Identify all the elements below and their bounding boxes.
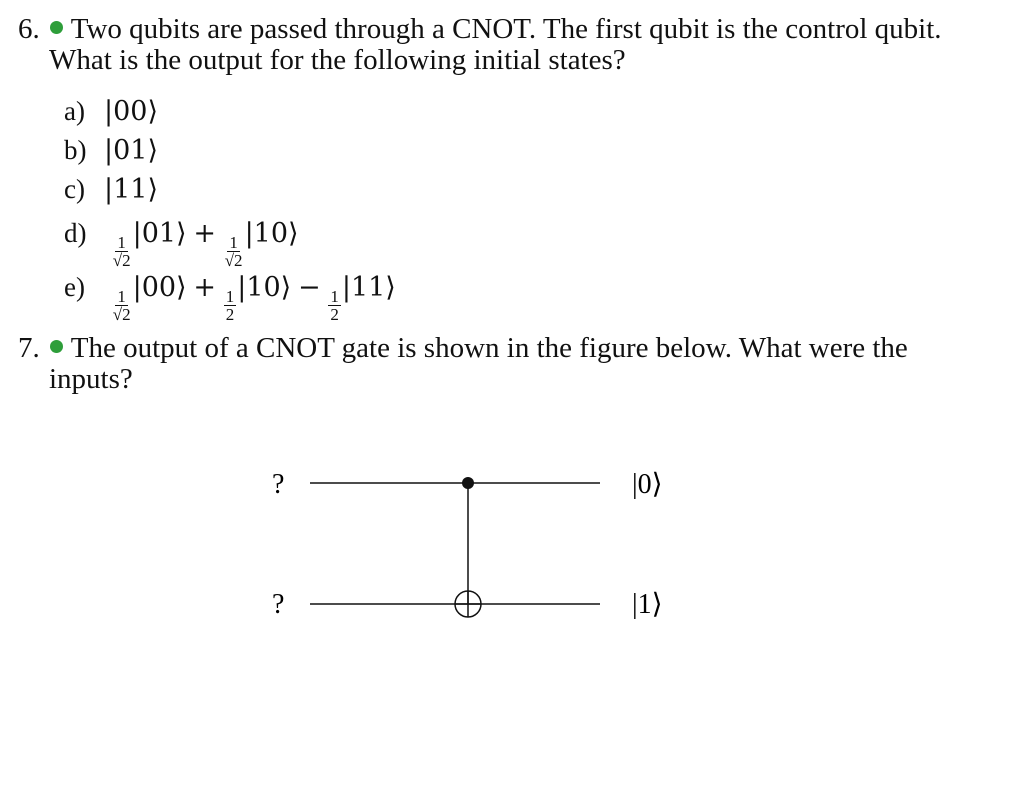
target-input-label: ? [272, 589, 285, 620]
option-ket: |00⟩ [132, 272, 187, 303]
fraction: $\frac{1}{√2}$ [112, 232, 131, 270]
difficulty-bullet-icon [50, 21, 63, 34]
option-ket: |11⟩ [104, 174, 158, 205]
option-ket: |10⟩ [244, 218, 299, 249]
option-ket: |00⟩ [104, 96, 158, 127]
option-ket: |11⟩ [341, 272, 396, 303]
xor-target-icon [455, 591, 481, 617]
fraction: $\frac{1}{2}$ [225, 286, 235, 324]
option-d [64, 218, 299, 269]
target-output-label: |1⟩ [632, 589, 663, 620]
operator: − [297, 272, 321, 303]
option-a [64, 96, 158, 127]
control-output-label: |0⟩ [632, 469, 663, 500]
option-ket: |10⟩ [237, 272, 292, 303]
option-ket: |01⟩ [104, 135, 158, 166]
cnot-circuit-diagram [260, 455, 700, 635]
option-label: e) [64, 272, 85, 302]
problem-7-line-1 [18, 333, 998, 364]
operator: + [193, 272, 216, 303]
control-input-label: ? [272, 469, 285, 500]
option-e [64, 272, 396, 323]
problem-6-line-1 [18, 14, 998, 45]
problem-6-text-1: Two qubits are passed through a CNOT. The first qubit is the control qubit. [70, 13, 942, 45]
option-label: d) [64, 218, 87, 248]
option-b [64, 135, 158, 166]
fraction: $\frac{1}{2}$ [330, 286, 339, 324]
problem-6 [18, 14, 998, 76]
option-label: c) [64, 174, 85, 204]
fraction: $\frac{1}{√2}$ [224, 232, 243, 270]
problem-7-number: 7. [18, 332, 40, 364]
difficulty-bullet-icon [50, 340, 63, 353]
option-label: b) [64, 135, 87, 165]
option-label: a) [64, 96, 85, 126]
option-ket: |01⟩ [132, 218, 187, 249]
problem-7-line-2: inputs? [49, 363, 133, 395]
problem-6-number: 6. [18, 13, 40, 45]
operator: + [193, 218, 216, 249]
control-dot-icon [462, 477, 474, 489]
problem-7 [18, 333, 998, 395]
option-c [64, 174, 158, 205]
problem-7-text-1: The output of a CNOT gate is shown in the figure below. What were the [70, 332, 908, 364]
problem-6-line-2: What is the output for the following initial states? [49, 44, 626, 76]
fraction: $\frac{1}{√2}$ [112, 286, 131, 324]
